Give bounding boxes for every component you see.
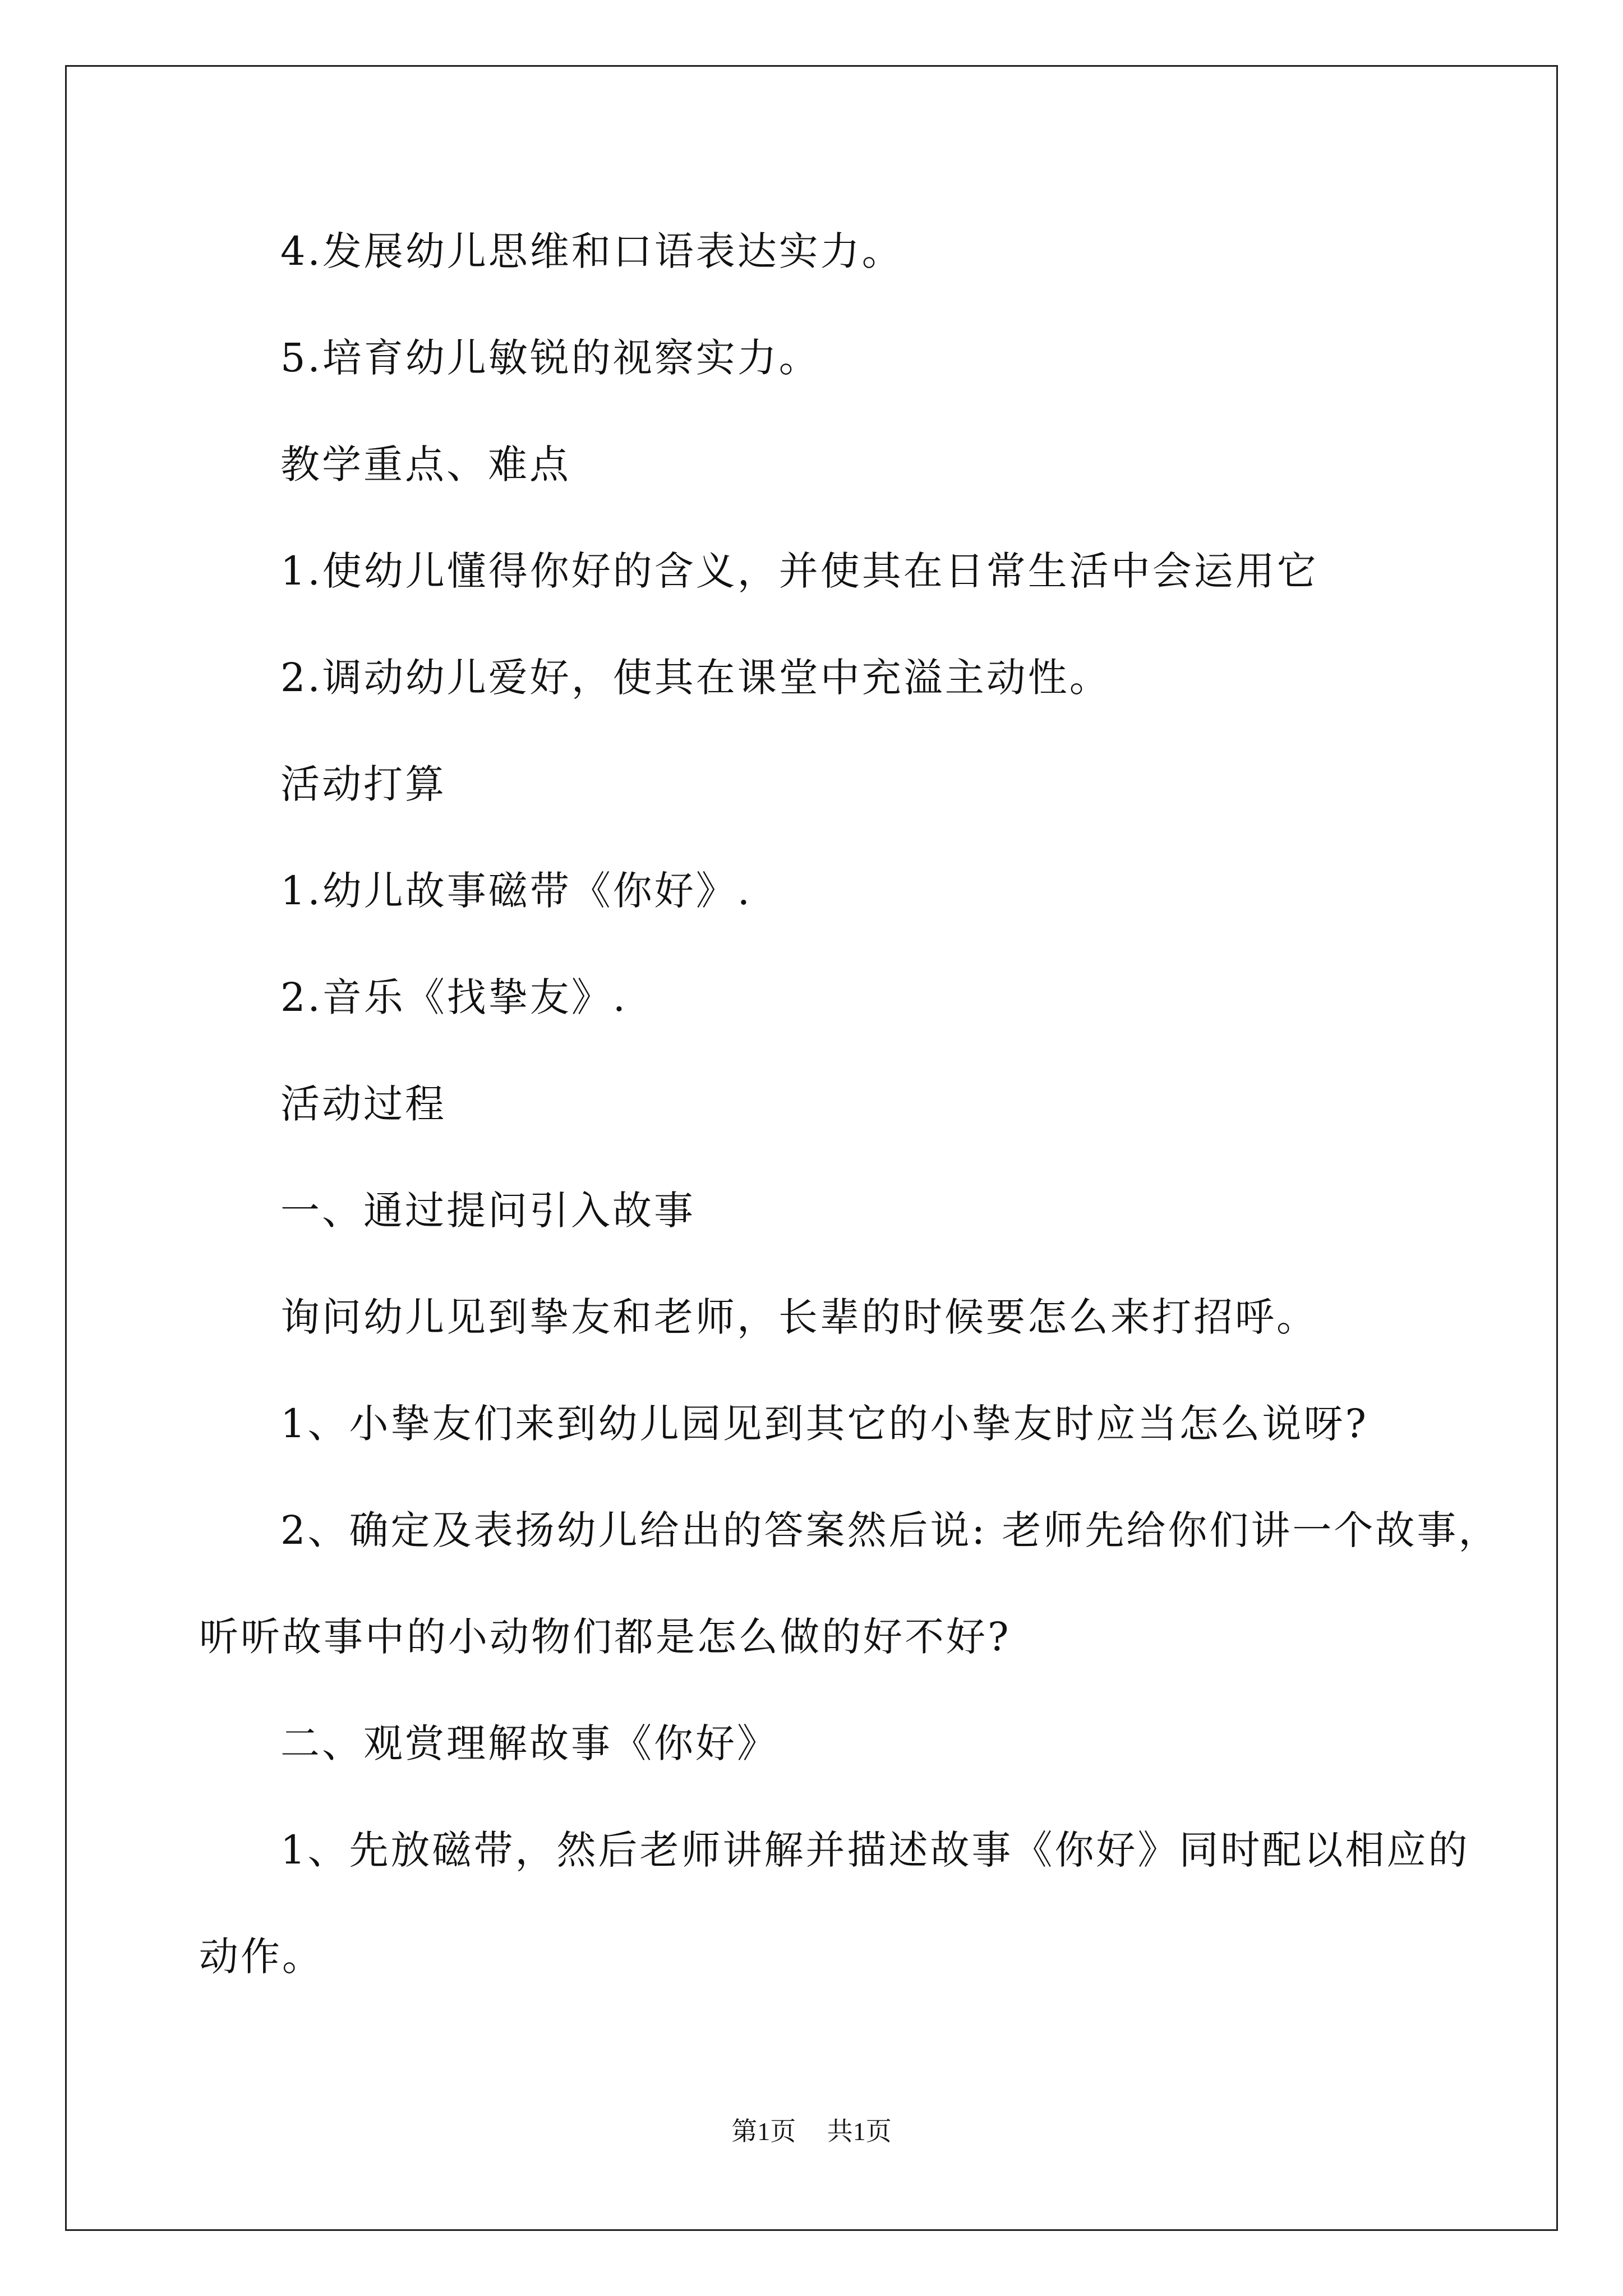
text-line: 1.使幼儿懂得你好的含义，并使其在日常生活中会运用它 xyxy=(280,548,1318,594)
text-line: 1、小挚友们来到幼儿园见到其它的小挚友时应当怎么说呀? xyxy=(280,1401,1369,1447)
page-number: 第1页 xyxy=(731,2117,796,2146)
section-heading: 活动打算 xyxy=(280,761,446,807)
page-border xyxy=(65,65,1558,2231)
page-footer xyxy=(0,2115,1623,2148)
page-total: 共1页 xyxy=(827,2117,892,2146)
text-line: 听听故事中的小动物们都是怎么做的好不好? xyxy=(199,1614,1011,1660)
text-line: 动作。 xyxy=(199,1934,324,1980)
text-line: 1、先放磁带，然后老师讲解并描述故事《你好》同时配以相应的 xyxy=(280,1827,1470,1873)
text-line: 询问幼儿见到挚友和老师，长辈的时候要怎么来打招呼。 xyxy=(280,1294,1318,1340)
text-line: 2、确定及表扬幼儿给出的答案然后说: 老师先给你们讲一个故事， xyxy=(280,1507,1500,1553)
section-heading: 二、观赏理解故事《你好》 xyxy=(280,1720,778,1766)
section-heading: 教学重点、难点 xyxy=(280,441,571,487)
text-line: 4.发展幼儿思维和口语表达实力。 xyxy=(280,228,903,274)
text-line: 2.音乐《找挚友》. xyxy=(280,974,628,1020)
section-heading: 一、通过提问引入故事 xyxy=(280,1188,695,1234)
text-line: 5.培育幼儿敏锐的视察实力。 xyxy=(280,335,820,381)
text-line: 1.幼儿故事磁带《你好》. xyxy=(280,868,753,914)
text-line: 2.调动幼儿爱好，使其在课堂中充溢主动性。 xyxy=(280,655,1111,701)
section-heading: 活动过程 xyxy=(280,1081,446,1127)
